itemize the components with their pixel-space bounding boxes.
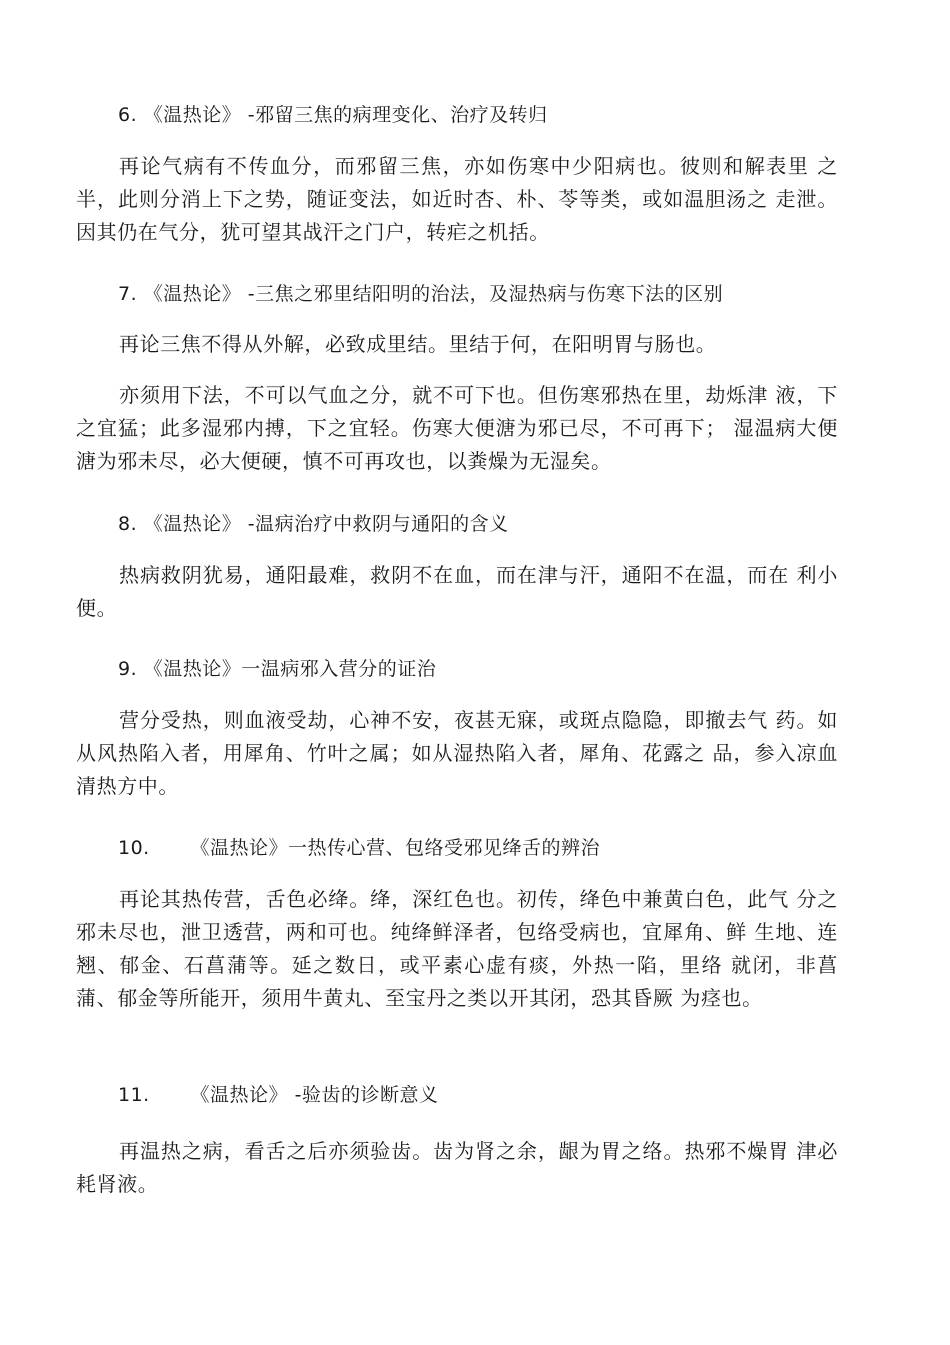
section-title: 《温热论》 -三焦之邪里结阳明的治法，及湿热病与伤寒下法的区别 (143, 283, 724, 305)
section-paragraph: 亦须用下法，不可以气血之分，就不可下也。但伤寒邪热在里，劫烁津 液，下之宜猛；此多湿邪内搏，下之宜轻。伤寒大便溏为邪已尽，不可再下； 湿温病大便溏为邪未尽，必大便硬，慎不可再攻也，以粪燥为无湿矣。 (76, 383, 838, 473)
section-paragraph: 再论气病有不传血分，而邪留三焦，亦如伤寒中少阳病也。彼则和解表里 之半，此则分消上下之势，随证变法，如近时杏、朴、苓等类，或如温胆汤之 走泄。因其仍在气分，犹可望其战汗之门户，转疟之机括。 (76, 154, 838, 244)
section-paragraph: 热病救阴犹易，通阳最难，救阴不在血，而在津与汗，通阳不在温，而在 利小便。 (76, 563, 838, 620)
section-number: 11. (118, 1084, 150, 1106)
section-title: 《温热论》一温病邪入营分的证治 (143, 658, 437, 680)
section-title: 《温热论》 -邪留三焦的病理变化、治疗及转归 (143, 104, 548, 126)
section-number: 9. (118, 658, 138, 680)
section-heading-6 (118, 102, 548, 128)
section-paragraph: 再温热之病，看舌之后亦须验齿。齿为肾之余，龈为胃之络。热邪不燥胃 津必耗肾液。 (76, 1139, 838, 1196)
section-paragraph: 营分受热，则血液受劫，心神不安，夜甚无寐，或斑点隐隐，即撤去气 药。如从风热陷入者，用犀角、竹叶之属；如从湿热陷入者，犀角、花露之 品，参入凉血清热方中。 (76, 708, 838, 798)
section-heading-9 (118, 656, 436, 682)
section-title: 《温热论》一热传心营、包络受邪见绛舌的辨治 (190, 837, 601, 859)
section-heading-7 (118, 281, 723, 307)
section-title: 《温热论》 -验齿的诊断意义 (190, 1084, 439, 1106)
section-heading-8 (118, 511, 509, 537)
section-number: 10. (118, 837, 150, 859)
section-number: 7. (118, 283, 138, 305)
section-paragraph: 再论三焦不得从外解，必致成里结。里结于何，在阳明胃与肠也。 (119, 332, 717, 356)
section-number: 8. (118, 513, 138, 535)
section-title: 《温热论》 -温病治疗中救阴与通阳的含义 (143, 513, 509, 535)
section-number: 6. (118, 104, 138, 126)
section-heading-11 (118, 1082, 438, 1108)
section-heading-10 (118, 835, 600, 861)
section-paragraph: 再论其热传营，舌色必绛。绛，深红色也。初传，绛色中兼黄白色，此气 分之邪未尽也，泄卫透营，两和可也。纯绛鲜泽者，包络受病也，宜犀角、鲜 生地、连翘、郁金、石菖蒲等。延之数日，或平素心虚有痰，外热一陷，里络 就闭，非菖蒲、郁金等所能开，须用牛黄丸、至宝丹之类以开其闭，恐其昏厥 为痉也。 (76, 887, 838, 1010)
